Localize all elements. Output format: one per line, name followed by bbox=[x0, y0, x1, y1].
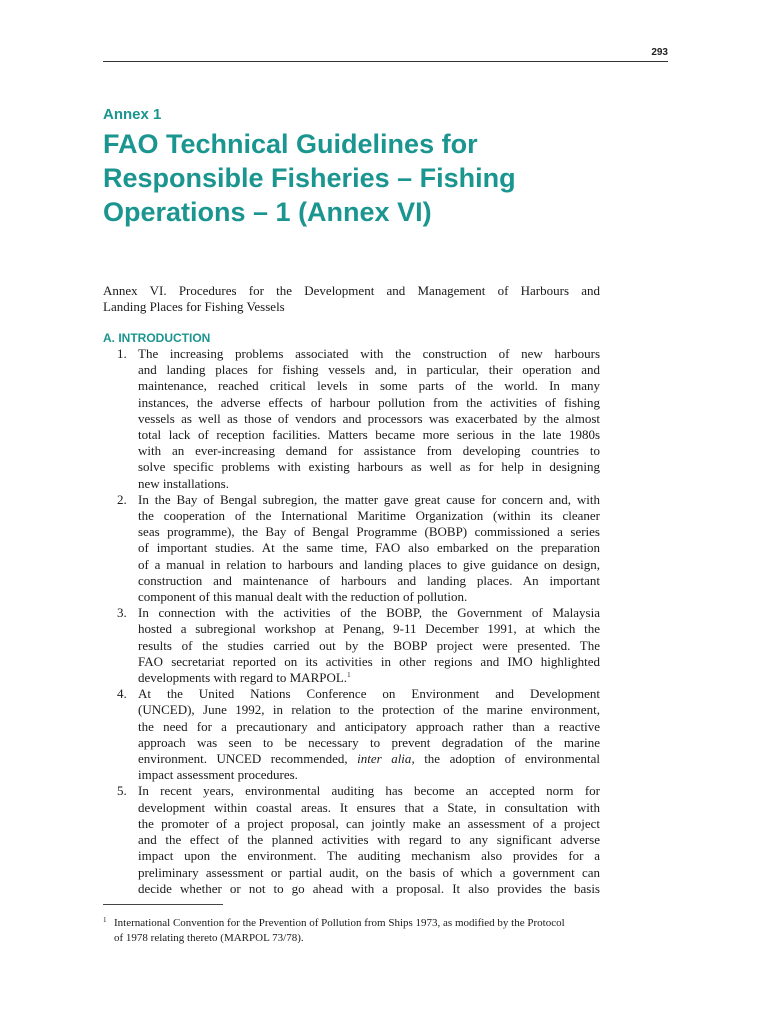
text-line: In connection with the activities of the BOBP, the Government of Malaysia bbox=[138, 605, 600, 621]
title-line: Operations – 1 (Annex VI) bbox=[103, 197, 432, 227]
text-line: construction and maintenance of harbours and landing places. An important bbox=[138, 572, 600, 588]
text-line: new installations. bbox=[138, 475, 229, 491]
footnote-line: International Convention for the Prevention of Pollution from Ships 1973, as modified by the Protocol bbox=[114, 917, 565, 929]
text-line: preliminary assessment or partial audit, on the basis of which a government can bbox=[138, 864, 600, 880]
text-line: total lack of reception facilities. Matters became more serious in the late 1980s bbox=[138, 427, 600, 443]
text-line: In recent years, environmental auditing has become an accepted norm for bbox=[138, 783, 600, 799]
item-number: 4. bbox=[117, 686, 127, 702]
list-item bbox=[103, 605, 600, 686]
text-line: the cooperation of the International Maritime Organization (within its cleaner bbox=[138, 508, 600, 524]
page-title bbox=[103, 127, 623, 229]
text-line: At the United Nations Conference on Environment and Development bbox=[138, 686, 600, 702]
subtitle-line: Annex VI. Procedures for the Development and Management of Harbours and bbox=[103, 283, 600, 298]
text-line: and the effect of the planned activities with regard to any significant adverse bbox=[138, 832, 600, 848]
footnote-ref[interactable]: 1 bbox=[347, 671, 351, 680]
text-line: solve specific problems with existing harbours as well as for help in designing bbox=[138, 459, 600, 475]
title-line: Responsible Fisheries – Fishing bbox=[103, 163, 516, 193]
text-line: results of the studies carried out by the BOBP project were presented. The bbox=[138, 637, 600, 653]
text-line: (UNCED), June 1992, in relation to the protection of the marine environment, bbox=[138, 702, 600, 718]
item-number: 1. bbox=[117, 346, 127, 361]
text-line: hosted a subregional workshop at Penang, 9-11 December 1991, at which the bbox=[138, 621, 600, 637]
text-line: component of this manual dealt with the reduction of pollution. bbox=[138, 589, 468, 605]
text-line: In the Bay of Bengal subregion, the matter gave great cause for concern and, with bbox=[138, 491, 600, 507]
text-line: decide whether or not to go ahead with a proposal. It also provides the basis bbox=[138, 880, 600, 896]
item-number: 3. bbox=[117, 605, 127, 621]
text-line: FAO secretariat reported on its activities in other regions and IMO highlighted bbox=[138, 653, 600, 669]
section-heading: A. INTRODUCTION bbox=[103, 331, 211, 345]
text-line: impact upon the environment. The auditing mechanism also provides for a bbox=[138, 848, 600, 864]
annex-label: Annex 1 bbox=[103, 106, 162, 123]
header-rule bbox=[103, 61, 668, 62]
text-line: impact assessment procedures. bbox=[138, 767, 298, 783]
list-item bbox=[103, 346, 600, 492]
footnote bbox=[103, 916, 600, 946]
list-item bbox=[103, 783, 600, 896]
text-line: seas programme), the Bay of Bengal Programme (BOBP) commissioned a series bbox=[138, 524, 600, 540]
item-number: 5. bbox=[117, 783, 127, 799]
subtitle-line: Landing Places for Fishing Vessels bbox=[103, 299, 285, 315]
text-line: the need for a precautionary and anticipatory approach rather than a reactive bbox=[138, 718, 600, 734]
footnote-mark: 1 bbox=[103, 916, 107, 924]
text-line: approach was seen to be necessary to prevent degradation of the marine bbox=[138, 734, 600, 750]
annex-subtitle bbox=[103, 283, 600, 315]
introduction-list bbox=[103, 346, 600, 897]
italic-term: inter alia bbox=[357, 751, 412, 767]
title-line: FAO Technical Guidelines for bbox=[103, 129, 478, 159]
text-line: maintenance, reached critical levels in some parts of the world. In many bbox=[138, 378, 600, 394]
text-line bbox=[138, 751, 600, 767]
text-line: with an ever-increasing demand for assistance from developing countries to bbox=[138, 443, 600, 459]
text-segment: , the adoption of environmental bbox=[411, 751, 600, 767]
text-line: of important studies. At the same time, FAO also embarked on the preparation bbox=[138, 540, 600, 556]
text-line bbox=[138, 670, 600, 686]
text-line: vessels as well as those of vendors and processors was exacerbated by the almost bbox=[138, 410, 600, 426]
text-line: instances, the adverse effects of harbour pollution from the activities of fishing bbox=[138, 394, 600, 410]
footnote-rule bbox=[103, 904, 223, 905]
footnote-text bbox=[103, 916, 600, 946]
list-item bbox=[103, 686, 600, 783]
text-line: The increasing problems associated with the construction of new harbours bbox=[138, 346, 600, 361]
text-line: the promoter of a project proposal, can jointly make an assessment of a project bbox=[138, 815, 600, 831]
text-segment: environment. UNCED recommended, bbox=[138, 751, 358, 767]
page-number: 293 bbox=[651, 47, 668, 58]
text-line-content: developments with regard to MARPOL. bbox=[138, 670, 348, 686]
footnote-line: of 1978 relating thereto (MARPOL 73/78). bbox=[114, 932, 304, 944]
text-line: and landing places for fishing vessels and, in particular, their operation and bbox=[138, 362, 600, 378]
list-item bbox=[103, 492, 600, 605]
text-line: development within coastal areas. It ensures that a State, in consultation with bbox=[138, 799, 600, 815]
text-line: of a manual in relation to harbours and landing places to give guidance on design, bbox=[138, 556, 600, 572]
item-number: 2. bbox=[117, 491, 127, 507]
